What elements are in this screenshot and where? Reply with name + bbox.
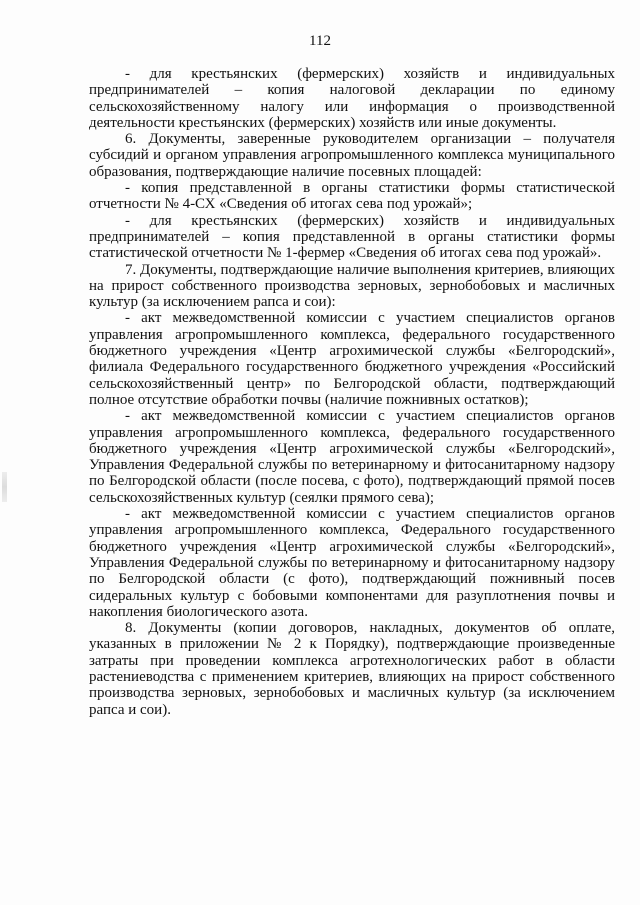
- paragraph-item-6: 6. Документы, заверенные руководителем организации – получателя субсидий и органом управления агропромышленного комплекса муниципального образования, подтверждающие наличие посевных площадей:: [89, 131, 615, 180]
- page-number: 112: [309, 33, 331, 49]
- paragraph-form-1farmer: - для крестьянских (фермерских) хозяйств и индивидуальных предпринимателей – копия представленной в органы статистики формы статистической отчетности № 1-фермер «Сведения об итогах сева под урожай».: [89, 212, 615, 262]
- paragraph-act-no-tillage: - акт межведомственной комиссии с участием специалистов органов управления агропромышленного комплекса, федерального государственного бюджетного учреждения «Центр агрохимической службы «Белгородский», филиала Федерального государственного бюджетного учреждения «Российский сельскохозяйственный центр» по Белгородской области, подтверждающий полное отсутствие обработки почвы (наличие пожнивных остатков);: [89, 310, 615, 408]
- paragraph-tax-declaration: - для крестьянских (фермерских) хозяйств и индивидуальных предпринимателей – копия налоговой декларации по единому сельскохозяйственному налогу или информация о производственной деятельности крестьянских (фермерских) хозяйств или иные документы.: [89, 66, 615, 131]
- paragraph-item-7: 7. Документы, подтверждающие наличие выполнения критериев, влияющих на прирост собственного производства зерновых, зернобобовых и масличных культур (за исключением рапса и сои):: [89, 261, 615, 311]
- scan-artifact: [2, 472, 7, 502]
- paragraph-act-green-manure: - акт межведомственной комиссии с участием специалистов органов управления агропромышленного комплекса, Федерального государственного бюджетного учреждения «Центр агрохимической службы «Белгородский», Управления Федеральной службы по ветеринарному и фитосанитарному надзору по Белгородской области (с фото), подтверждающий пожнивный посев сидеральных культур с бобовыми компонентами для разуплотнения почвы и накопления биологического азота.: [89, 506, 615, 620]
- paragraph-item-8: 8. Документы (копии договоров, накладных, документов об оплате, указанных в приложении № 2 к Порядку), подтверждающие произведенные затраты при проведении комплекса агротехнологических работ в области растениеводства с применением критериев, влияющих на прирост собственного производства зерновых, зернобобовых и масличных культур (за исключением рапса и сои).: [89, 620, 615, 718]
- paragraph-act-direct-sowing: - акт межведомственной комиссии с участием специалистов органов управления агропромышленного комплекса, федерального государственного бюджетного учреждения «Центр агрохимической службы «Белгородский», Управления Федеральной службы по ветеринарному и фитосанитарному надзору по Белгородской области (после посева, с фото), подтверждающий прямой посев сельскохозяйственных культур (сеялки прямого сева);: [89, 408, 615, 506]
- document-body: [89, 66, 615, 718]
- paragraph-form-4sx: - копия представленной в органы статистики формы статистической отчетности № 4-СХ «Сведения об итогах сева под урожай»;: [89, 180, 615, 213]
